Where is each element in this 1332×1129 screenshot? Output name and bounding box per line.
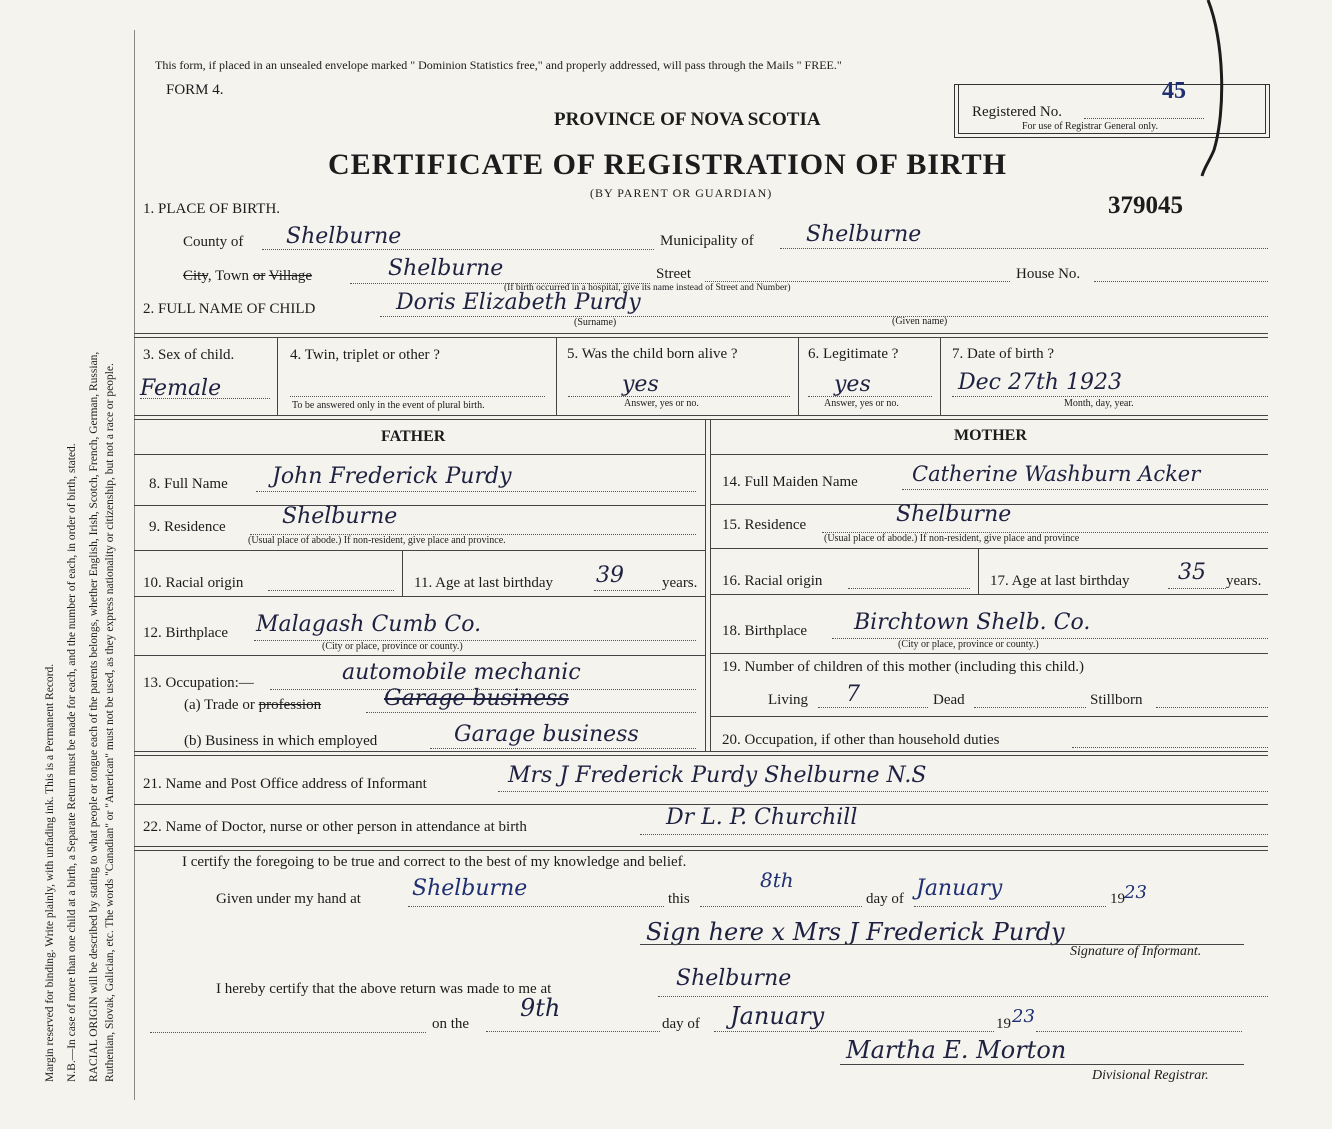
rule xyxy=(134,596,705,597)
father-residence-value: Shelburne xyxy=(282,504,398,529)
registrar-signature: Martha E. Morton xyxy=(846,1036,1067,1064)
rule xyxy=(134,846,1268,847)
rule xyxy=(1072,747,1268,748)
mother-occupation-label: 20. Occupation, if other than household duties xyxy=(722,732,1000,748)
city-label: City xyxy=(183,268,208,284)
margin-note-racial-origin-2: Ruthenian, Slovak, Galician, etc. The words "Canadian" or "American" must not be used, as they express nationality or citizenship, but not a race or people. xyxy=(104,363,116,1082)
dead-label: Dead xyxy=(933,692,965,708)
rule xyxy=(134,850,1268,851)
county-value: Shelburne xyxy=(286,224,402,249)
rule xyxy=(150,1032,426,1033)
municipality-value: Shelburne xyxy=(806,222,922,247)
or-label: or xyxy=(252,268,266,284)
rule xyxy=(134,337,1268,338)
father-trade-value: Garage business xyxy=(384,686,569,711)
rule xyxy=(840,1064,1244,1065)
informant-value: Mrs J Frederick Purdy Shelburne N.S xyxy=(508,763,927,788)
rule xyxy=(902,489,1268,490)
father-name-label: 8. Full Name xyxy=(149,476,228,492)
twin-label: 4. Twin, triplet or other ? xyxy=(290,347,440,363)
father-birthplace-value: Malagash Cumb Co. xyxy=(256,612,482,637)
hospital-note: (If birth occurred in a hospital, give its name instead of Street and Number) xyxy=(504,283,791,293)
rule xyxy=(134,550,705,551)
father-birthplace-label: 12. Birthplace xyxy=(143,625,228,641)
rule xyxy=(1156,707,1268,708)
rule xyxy=(134,751,1268,752)
registrar-statement: I hereby certify that the above return was made to me at xyxy=(216,981,552,997)
child-name-label: 2. FULL NAME OF CHILD xyxy=(143,301,316,317)
living-value: 7 xyxy=(846,682,860,707)
registrar-signature-caption: Divisional Registrar. xyxy=(1092,1068,1209,1083)
registrar-day-of-label: day of xyxy=(662,1016,700,1032)
alive-label: 5. Was the child born alive ? xyxy=(567,346,738,362)
margin-rule xyxy=(134,30,135,1100)
father-heading: FATHER xyxy=(381,428,446,445)
ink-bracket xyxy=(1196,0,1236,180)
rule xyxy=(914,906,1106,907)
mother-age-value: 35 xyxy=(1178,560,1206,585)
margin-note-binding: Margin reserved for binding. Write plainly, with unfading ink. This is a Permanent Record. xyxy=(44,663,56,1082)
mother-racial-label: 16. Racial origin xyxy=(722,573,823,589)
margin-note-plural-birth: N.B.—In case of more than one child at a birth, a Separate Return must be made for each, and the number of each, in order of birth, stated. xyxy=(66,443,78,1082)
house-line xyxy=(1094,281,1268,282)
legitimate-label: 6. Legitimate ? xyxy=(808,346,899,362)
mail-notice: This form, if placed in an unsealed envelope marked " Dominion Statistics free," and properly addressed, will pass through the Mails " FREE." xyxy=(155,58,842,72)
informant-signature-caption: Signature of Informant. xyxy=(1070,944,1202,959)
serial-number: 379045 xyxy=(1108,192,1183,219)
municipality-label: Municipality of xyxy=(660,233,754,249)
rule xyxy=(798,337,799,415)
trade-label: (a) Trade or xyxy=(184,697,255,713)
given-month-value: January xyxy=(916,876,1003,901)
town-value: Shelburne xyxy=(388,256,504,281)
village-label: Village xyxy=(268,268,313,284)
certificate-title: CERTIFICATE OF REGISTRATION OF BIRTH xyxy=(328,148,1007,181)
rule xyxy=(254,640,696,641)
child-name-line xyxy=(380,316,1268,317)
rule xyxy=(710,548,1268,549)
rule xyxy=(974,707,1086,708)
mother-birthplace-value: Birchtown Shelb. Co. xyxy=(854,610,1091,635)
rule xyxy=(277,337,278,415)
certificate-subtitle: (BY PARENT OR GUARDIAN) xyxy=(590,186,773,200)
rule xyxy=(498,791,1268,792)
rule xyxy=(140,398,270,399)
father-residence-label: 9. Residence xyxy=(149,519,226,535)
rule xyxy=(556,337,557,415)
rule xyxy=(594,590,660,591)
sex-value: Female xyxy=(140,376,222,401)
on-the-label: on the xyxy=(432,1016,470,1032)
dob-value: Dec 27th 1923 xyxy=(958,370,1122,395)
given-day-value: 8th xyxy=(760,868,794,892)
mother-birthplace-label: 18. Birthplace xyxy=(722,623,807,639)
province-heading: PROVINCE OF NOVA SCOTIA xyxy=(554,109,821,130)
father-occupation-value: automobile mechanic xyxy=(342,660,581,685)
street-label: Street xyxy=(656,266,691,282)
father-age-label: 11. Age at last birthday xyxy=(414,575,553,591)
mother-city-note: (City or place, province or county.) xyxy=(898,639,1039,650)
rule xyxy=(808,396,932,397)
registered-number: 45 xyxy=(1162,78,1186,104)
alive-value: yes xyxy=(622,372,659,397)
given-under-label: Given under my hand at xyxy=(216,891,361,907)
rule xyxy=(940,337,941,415)
mother-residence-value: Shelburne xyxy=(896,502,1012,527)
given-year-value: 23 xyxy=(1124,882,1147,903)
profession-label: profession xyxy=(258,697,322,713)
dob-note: Month, day, year. xyxy=(1064,398,1134,409)
rule xyxy=(408,906,664,907)
county-line xyxy=(262,249,654,250)
rule xyxy=(290,396,545,397)
town-label: , Town xyxy=(207,268,250,284)
given-day-of-label: day of xyxy=(866,891,904,907)
father-business-label: (b) Business in which employed xyxy=(184,733,378,749)
father-city-note: (City or place, province or county.) xyxy=(322,641,463,652)
informant-signature: Sign here x Mrs J Frederick Purdy xyxy=(646,918,1065,946)
place-of-birth-label: 1. PLACE OF BIRTH. xyxy=(143,201,281,217)
certification-statement: I certify the foregoing to be true and correct to the best of my knowledge and belief. xyxy=(182,854,687,870)
twin-note: To be answered only in the event of plural birth. xyxy=(292,400,485,411)
informant-label: 21. Name and Post Office address of Informant xyxy=(143,776,427,792)
father-years-label: years. xyxy=(662,575,698,591)
sex-label: 3. Sex of child. xyxy=(143,347,235,363)
legitimate-note: Answer, yes or no. xyxy=(824,398,899,409)
rule xyxy=(978,548,979,594)
rule xyxy=(486,1031,660,1032)
mother-name-value: Catherine Washburn Acker xyxy=(912,462,1201,486)
rule xyxy=(710,594,1268,595)
county-label: County of xyxy=(183,234,244,250)
father-racial-label: 10. Racial origin xyxy=(143,575,244,591)
registrar-place-value: Shelburne xyxy=(676,966,792,991)
rule xyxy=(714,1031,994,1032)
city-town-village-label xyxy=(183,268,312,285)
rule xyxy=(952,396,1268,397)
rule xyxy=(134,655,705,656)
registrar-year-prefix: 19 xyxy=(996,1016,1011,1032)
child-name-value: Doris Elizabeth Purdy xyxy=(396,290,641,315)
rule xyxy=(134,454,705,455)
mother-residence-label: 15. Residence xyxy=(722,517,807,533)
form-number: FORM 4. xyxy=(166,82,224,98)
rule xyxy=(1036,1031,1242,1032)
rule xyxy=(134,333,1268,334)
rule xyxy=(848,588,970,589)
rule xyxy=(710,454,1268,455)
rule xyxy=(366,712,696,713)
legitimate-value: yes xyxy=(834,372,871,397)
stillborn-label: Stillborn xyxy=(1090,692,1143,708)
margin-note-racial-origin-1: RACIAL ORIGIN will be described by stating to what people or tongue each of the parents belongs, whether English, Irish, Scotch, French, German, Russian, xyxy=(88,351,100,1082)
this-label: this xyxy=(668,891,690,907)
rule xyxy=(430,748,696,749)
mother-years-label: years. xyxy=(1226,573,1262,589)
municipality-line xyxy=(780,248,1268,249)
dob-label: 7. Date of birth ? xyxy=(952,346,1055,362)
rule xyxy=(134,755,1268,756)
rule xyxy=(818,707,928,708)
mother-name-label: 14. Full Maiden Name xyxy=(722,474,858,490)
mother-heading: MOTHER xyxy=(954,427,1027,444)
surname-note: (Surname) xyxy=(574,317,617,328)
rule xyxy=(640,834,1268,835)
father-name-value: John Frederick Purdy xyxy=(272,464,512,489)
house-number-label: House No. xyxy=(1016,266,1081,282)
registered-note: For use of Registrar General only. xyxy=(1022,121,1158,132)
rule xyxy=(256,491,696,492)
given-place-value: Shelburne xyxy=(412,876,528,901)
alive-note: Answer, yes or no. xyxy=(624,398,699,409)
given-name-note: (Given name) xyxy=(892,316,948,327)
rule xyxy=(1168,588,1226,589)
doctor-label: 22. Name of Doctor, nurse or other person in attendance at birth xyxy=(143,819,527,835)
father-business-value: Garage business xyxy=(454,722,639,747)
registrar-year-value: 23 xyxy=(1012,1006,1035,1027)
mother-abode-note: (Usual place of abode.) If non-resident, give place and province xyxy=(824,533,1080,544)
father-age-value: 39 xyxy=(596,563,624,588)
rule xyxy=(134,419,1268,420)
mother-children-label: 19. Number of children of this mother (including this child.) xyxy=(722,659,1085,675)
rule xyxy=(658,996,1268,997)
rule xyxy=(568,396,790,397)
registrar-month-value: January xyxy=(730,1002,825,1030)
mother-age-label: 17. Age at last birthday xyxy=(990,573,1130,589)
rule xyxy=(705,419,706,751)
rule xyxy=(700,906,862,907)
given-year-prefix: 19 xyxy=(1110,891,1125,907)
father-trade-label xyxy=(184,697,321,714)
rule xyxy=(402,550,403,596)
registered-line xyxy=(1084,118,1204,119)
registrar-day-value: 9th xyxy=(520,994,561,1022)
rule xyxy=(268,590,394,591)
rule xyxy=(710,419,711,751)
rule xyxy=(710,653,1268,654)
living-label: Living xyxy=(768,692,808,708)
rule xyxy=(710,716,1268,717)
rule xyxy=(134,505,705,506)
registered-label: Registered No. xyxy=(972,104,1062,120)
father-abode-note: (Usual place of abode.) If non-resident, give place and province. xyxy=(248,535,506,546)
father-occupation-label: 13. Occupation:— xyxy=(143,675,254,691)
street-line xyxy=(705,281,1010,282)
rule xyxy=(134,415,1268,416)
doctor-value: Dr L. P. Churchill xyxy=(666,805,858,830)
